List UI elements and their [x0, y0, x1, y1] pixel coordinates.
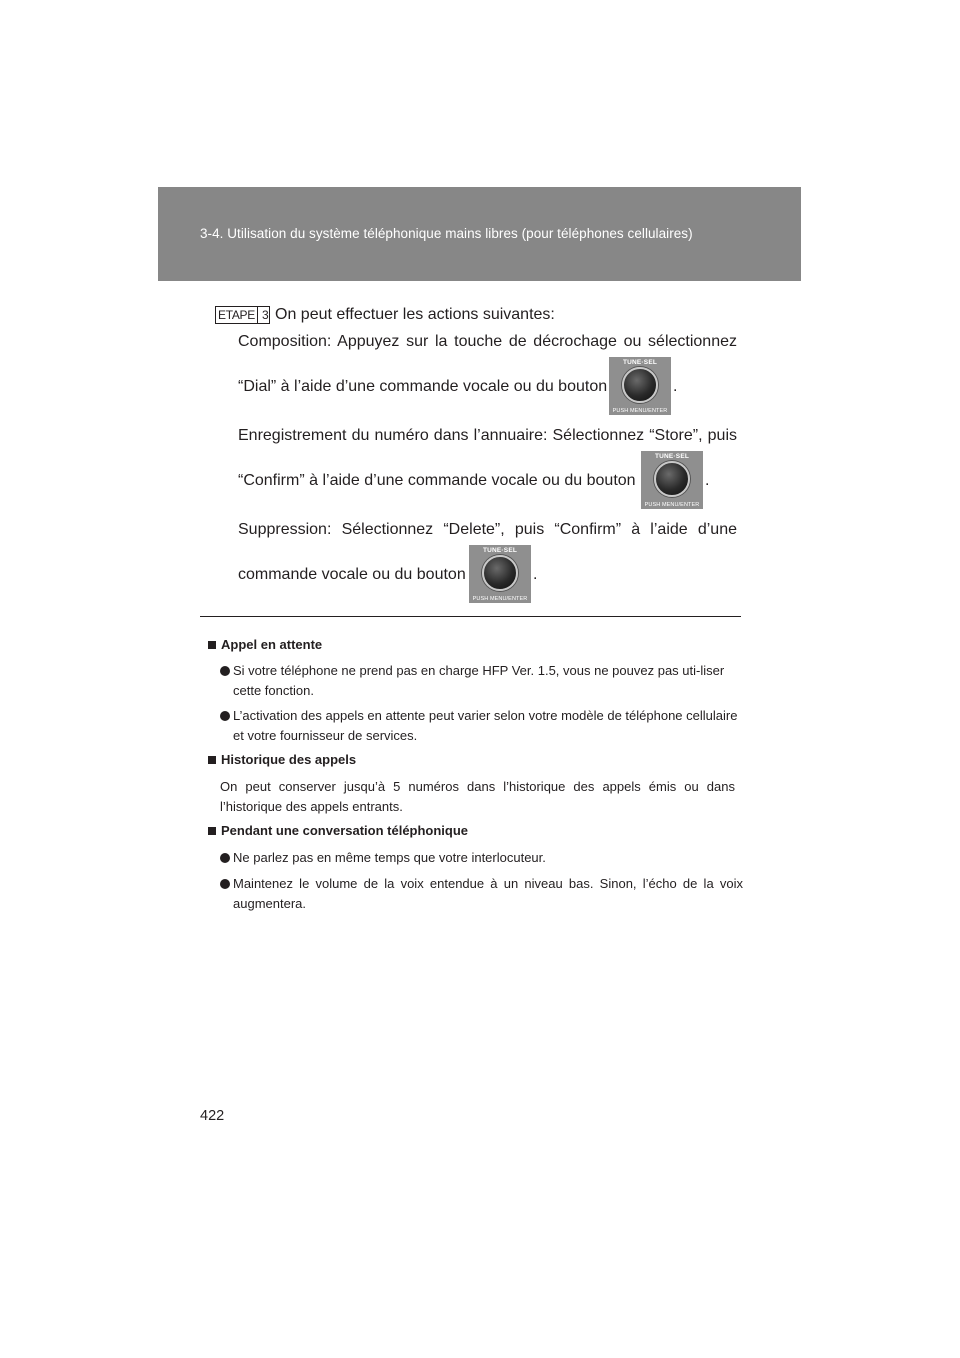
note-bullet: [233, 874, 743, 914]
delete-line-1: Suppression: Sélectionnez “Delete”, puis “Confirm” à l’aide d’une: [238, 521, 737, 538]
note-bullet-text: L’activation des appels en attente peut varier selon votre modèle de téléphone cellulaire et votre fournisseur de services.: [233, 708, 738, 743]
step-badge-number: 3: [257, 307, 269, 323]
period: .: [673, 378, 678, 395]
knob-bottom-label: PUSH MENU/ENTER: [472, 596, 528, 602]
knob-top-label: TUNE·SEL: [654, 453, 690, 460]
period: .: [533, 566, 538, 583]
tune-sel-knob-icon: [641, 451, 703, 509]
round-bullet-icon: [220, 853, 230, 863]
step-intro: On peut effectuer les actions suivantes:: [275, 306, 555, 323]
note-heading-call-waiting: [208, 637, 322, 652]
section-header-band: [158, 187, 801, 281]
section-divider: [200, 616, 741, 617]
note-heading-text: Appel en attente: [221, 637, 323, 652]
note-heading-during-call: [208, 823, 468, 838]
composition-line-2: “Dial” à l’aide d’une commande vocale ou du bouton: [238, 378, 608, 395]
note-heading-call-history: [208, 752, 356, 767]
section-title: 3-4. Utilisation du système téléphonique mains libres (pour téléphones cellulaires): [200, 226, 693, 241]
knob-dial-icon: [482, 555, 518, 591]
knob-dial-icon: [622, 367, 658, 403]
note-bullet-text: Maintenez le volume de la voix entendue à un niveau bas. Sinon, l’écho de la voix augmentera.: [233, 876, 743, 911]
round-bullet-icon: [220, 666, 230, 676]
note-bullet-text: Si votre téléphone ne prend pas en charge HFP Ver. 1.5, vous ne pouvez pas uti-liser cette fonction.: [233, 663, 725, 698]
step-badge: [215, 306, 270, 324]
tune-sel-knob-icon: [469, 545, 531, 603]
square-bullet-icon: [208, 641, 216, 649]
period: .: [705, 472, 710, 489]
round-bullet-icon: [220, 879, 230, 889]
knob-top-label: TUNE·SEL: [482, 547, 518, 554]
tune-sel-knob-icon: [609, 357, 671, 415]
note-bullet: [233, 848, 743, 868]
page-number: 422: [200, 1108, 225, 1124]
knob-bottom-label: PUSH MENU/ENTER: [612, 408, 668, 414]
note-bullet: [233, 661, 743, 701]
store-line-2: “Confirm” à l’aide d’une commande vocale ou du bouton: [238, 472, 636, 489]
step-badge-word: ETAPE: [218, 308, 255, 322]
note-paragraph-call-history: On peut conserver jusqu’à 5 numéros dans l’historique des appels émis ou dans l’historique des appels entrants.: [220, 779, 735, 814]
note-bullet-text: Ne parlez pas en même temps que votre interlocuteur.: [233, 850, 546, 865]
square-bullet-icon: [208, 756, 216, 764]
store-line-1: Enregistrement du numéro dans l’annuaire: Sélectionnez “Store”, puis: [238, 427, 737, 444]
composition-line-1: Composition: Appuyez sur la touche de décrochage ou sélectionnez: [238, 333, 737, 350]
knob-bottom-label: PUSH MENU/ENTER: [644, 502, 700, 508]
knob-dial-icon: [654, 461, 690, 497]
note-heading-text: Pendant une conversation téléphonique: [221, 823, 469, 838]
round-bullet-icon: [220, 711, 230, 721]
delete-line-2: commande vocale ou du bouton: [238, 566, 466, 583]
square-bullet-icon: [208, 827, 216, 835]
note-bullet: [233, 706, 743, 746]
knob-top-label: TUNE·SEL: [622, 359, 658, 366]
note-heading-text: Historique des appels: [221, 752, 357, 767]
